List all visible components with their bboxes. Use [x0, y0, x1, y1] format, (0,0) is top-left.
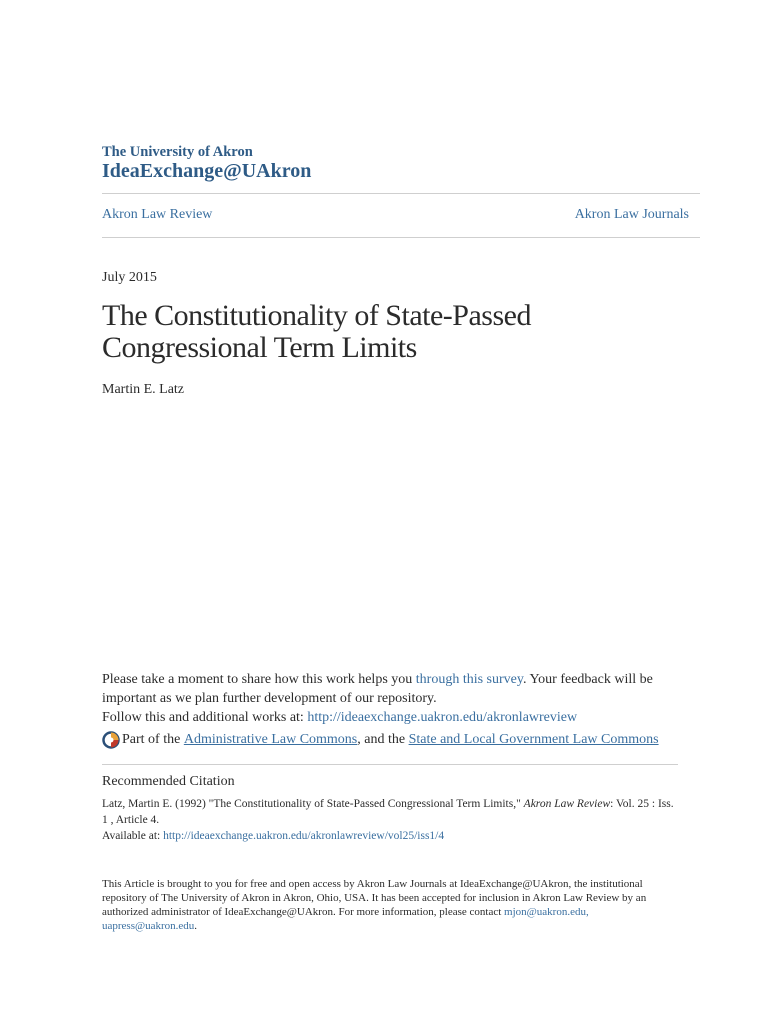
part-of-line	[102, 731, 659, 749]
divider-top	[102, 193, 700, 194]
follow-label: Follow this and additional works at:	[102, 710, 308, 725]
journals-collection-link[interactable]: Akron Law Journals	[574, 207, 689, 222]
footer-notice	[102, 877, 662, 933]
divider-citation	[102, 764, 678, 765]
footer-text: This Article is brought to you for free and open access by Akron Law Journals at IdeaExchange@UAkron, the institutional repository of The University of Akron in Akron, Ohio, USA. It has been accepted for inclusion in Akron Law Review by an authorized administrator of IdeaExchange@UAkron. For more information, please contact	[102, 878, 647, 918]
citation-part1: Latz, Martin E. (1992) "The Constitutionality of State-Passed Congressional Term Limits,"	[102, 798, 524, 810]
repository-name[interactable]: IdeaExchange@UAkron	[102, 160, 312, 182]
footer-end: .	[194, 920, 198, 932]
survey-link[interactable]: through this survey	[415, 672, 523, 687]
contact-emails-link[interactable]: mjon@uakron.edu, uapress@uakron.edu	[102, 906, 589, 932]
part-of-prefix: Part of the	[122, 732, 181, 747]
available-label: Available at:	[102, 830, 164, 842]
publication-date: July 2015	[102, 270, 157, 285]
university-name: The University of Akron	[102, 144, 253, 160]
article-title: The Constitutionality of State-Passed Congressional Term Limits	[102, 299, 531, 364]
citation-journal: Akron Law Review	[523, 798, 611, 810]
survey-block	[102, 670, 672, 727]
survey-text-after: . Your feedback will be important as we plan further development of our repository.	[102, 672, 653, 706]
citation-part2: : Vol. 25 : Iss. 1 , Article 4.	[102, 798, 674, 826]
citation-text	[102, 796, 682, 844]
survey-text-before: Please take a moment to share how this work helps you	[102, 672, 416, 687]
network-commons-icon	[102, 731, 120, 749]
citation-heading: Recommended Citation	[102, 774, 235, 789]
admin-law-commons-link[interactable]: Administrative Law Commons	[183, 732, 358, 747]
author-name: Martin E. Latz	[102, 382, 185, 397]
part-of-middle: , and the	[357, 732, 406, 747]
available-url-link[interactable]: http://ideaexchange.uakron.edu/akronlawreview/vol25/iss1/4	[163, 830, 445, 842]
journal-link[interactable]: Akron Law Review	[102, 207, 213, 222]
state-local-gov-commons-link[interactable]: State and Local Government Law Commons	[408, 732, 659, 747]
follow-url-link[interactable]: http://ideaexchange.uakron.edu/akronlawreview	[307, 710, 578, 725]
divider-bottom	[102, 237, 700, 238]
